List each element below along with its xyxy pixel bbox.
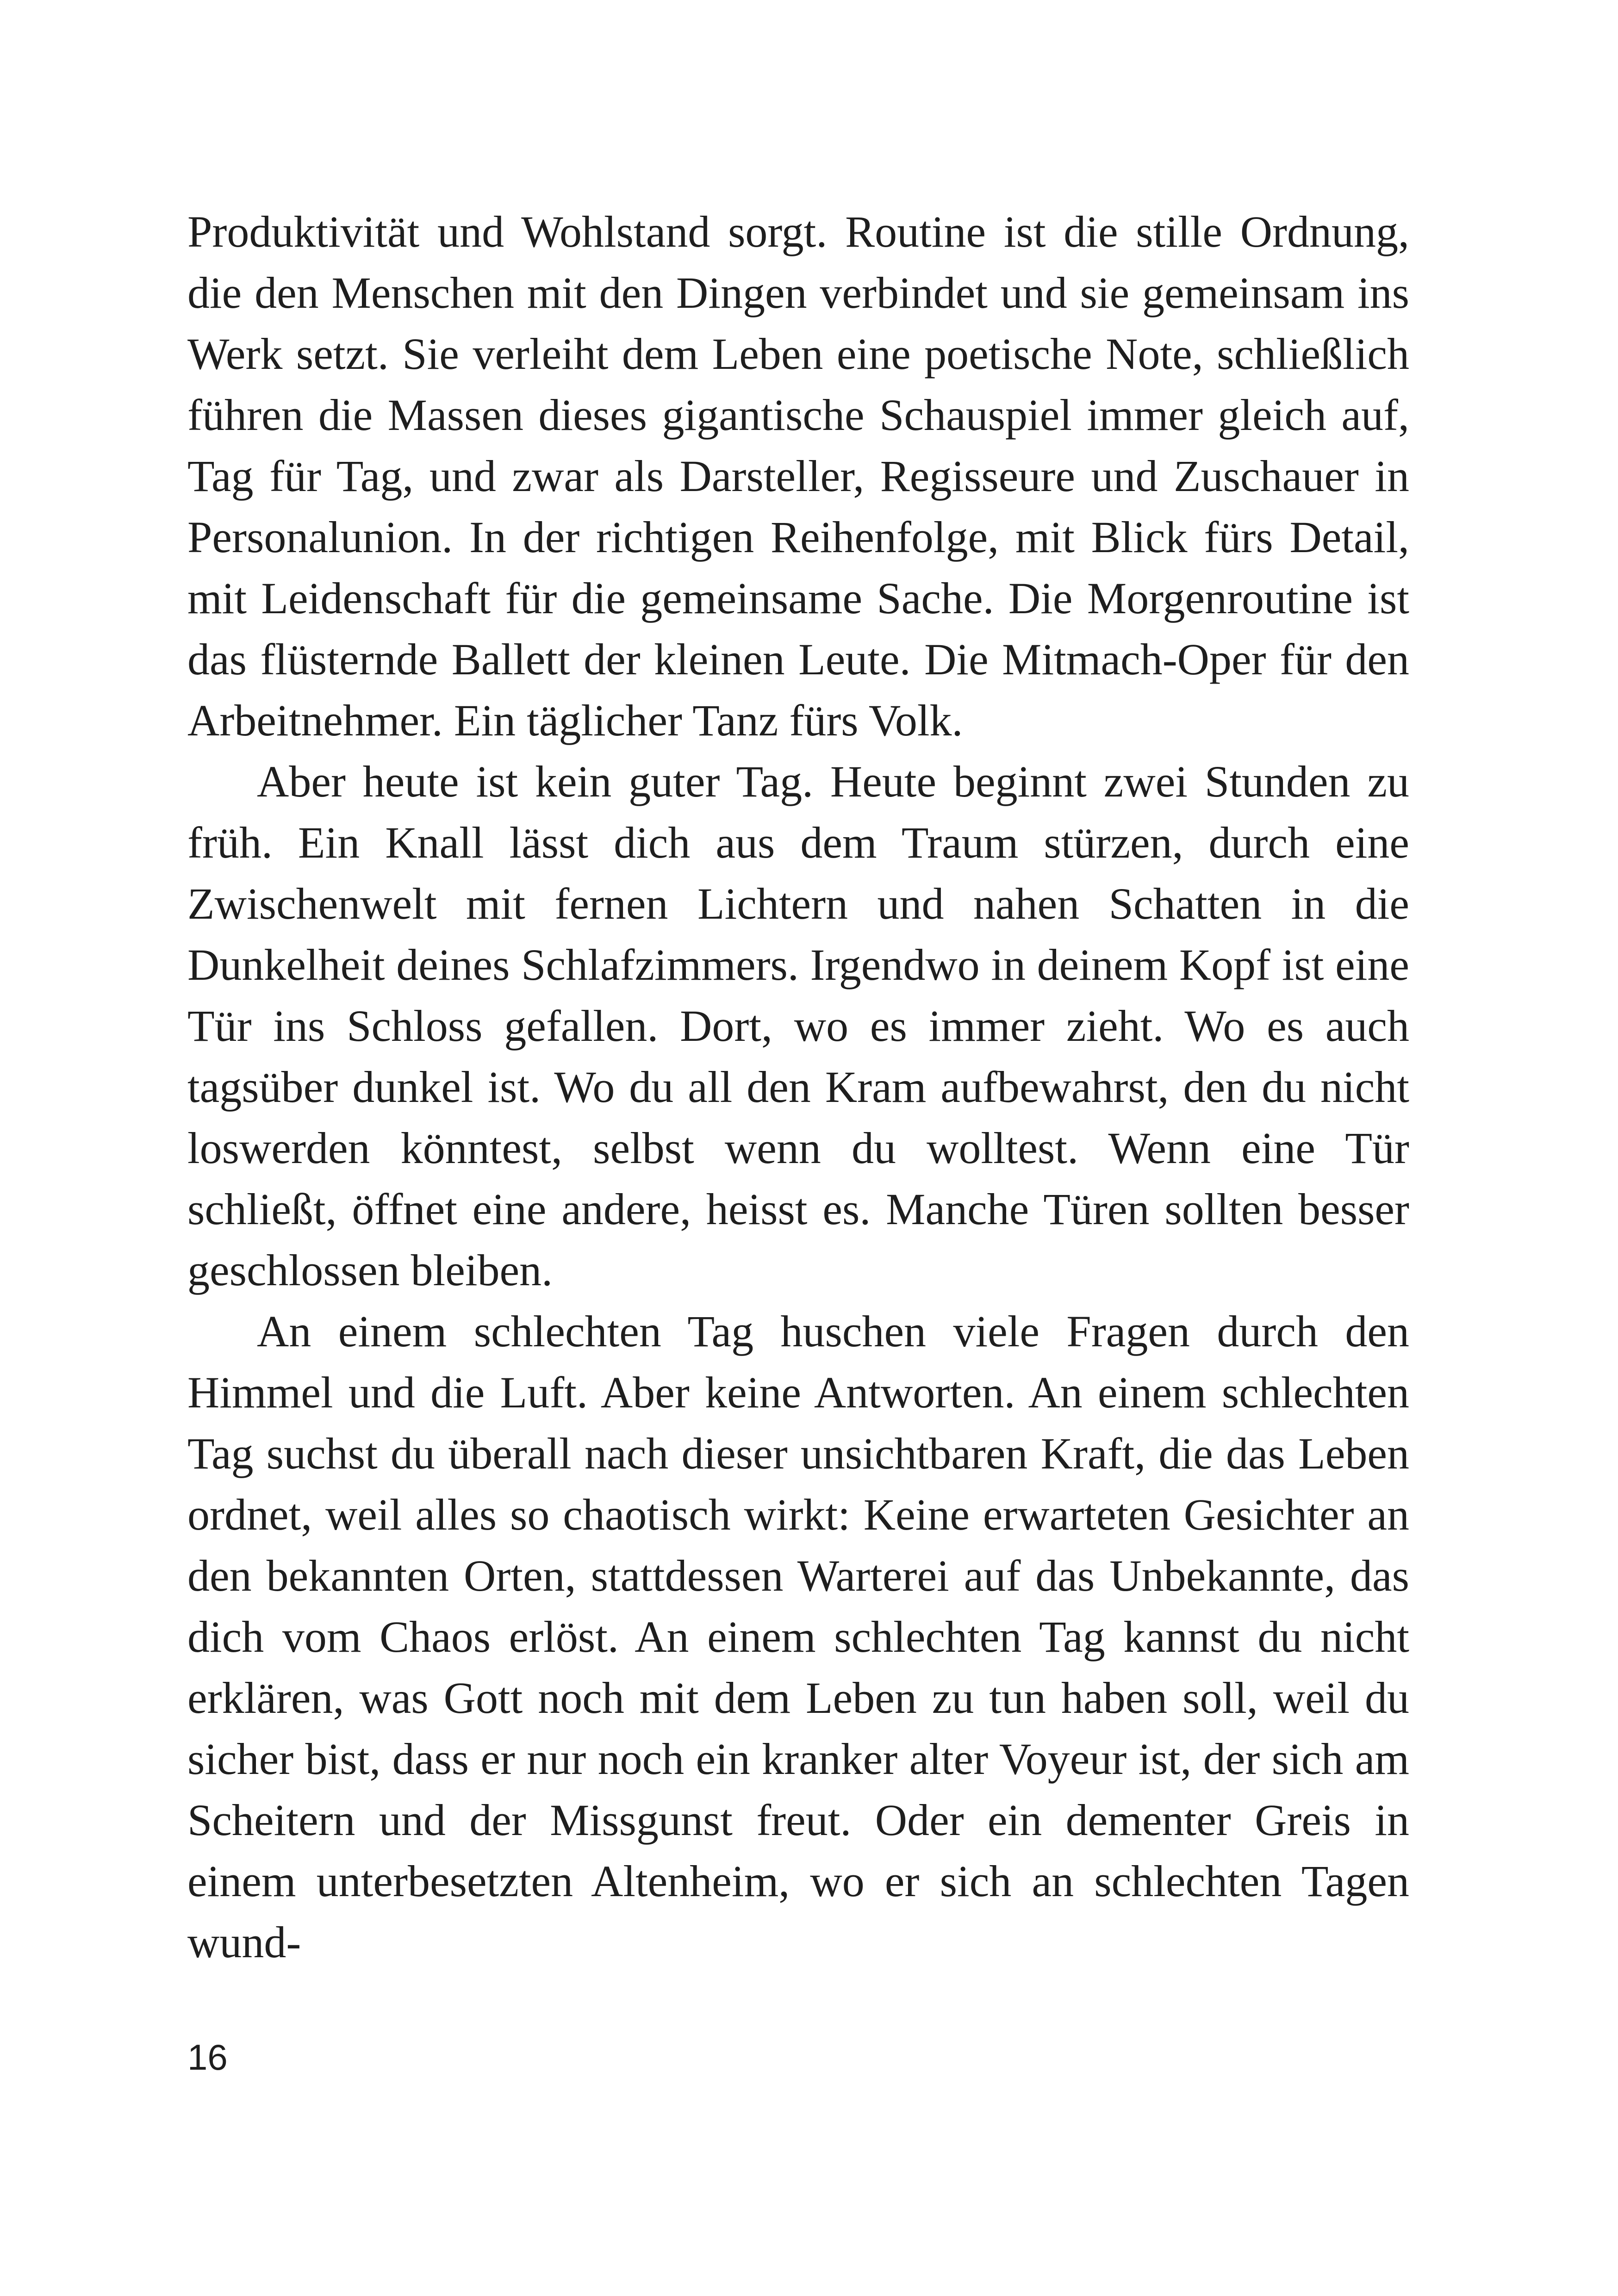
page-number: 16 [187,2037,228,2078]
paragraph-3: An einem schlechten Tag huschen viele Fragen durch den Himmel und die Luft. Aber keine Antworten. An einem schlechten Tag suchst du überall nach dieser unsichtbaren Kraft, die das Leben ordnet, weil alles so chaotisch wirkt: Keine erwarteten Gesichter an den bekannten Orten, stattdessen Warterei auf das Unbekannte, das dich vom Chaos erlöst. An einem schlechten Tag kannst du nicht erklären, was Gott noch mit dem Leben zu tun haben soll, weil du sicher bist, dass er nur noch ein kranker alter Voyeur ist, der sich am Scheitern und der Missgunst freut. Oder ein dementer Greis in einem unterbesetzten Altenheim, wo er sich an schlechten Tagen wund- [187,1307,1409,1967]
body-text [187,201,1409,1973]
paragraph-1: Produktivität und Wohlstand sorgt. Routine ist die stille Ordnung, die den Menschen mit den Dingen verbindet und sie gemeinsam ins Werk setzt. Sie verleiht dem Leben eine poetische Note, schließlich führen die Massen dieses gigantische Schauspiel immer gleich auf, Tag für Tag, und zwar als Darsteller, Regisseure und Zuschauer in Personalunion. In der richtigen Reihenfolge, mit Blick fürs Detail, mit Leidenschaft für die gemeinsame Sache. Die Morgenroutine ist das flüsternde Ballett der kleinen Leute. Die Mitmach-Oper für den Arbeitnehmer. Ein täglicher Tanz fürs Volk. [187,207,1409,745]
paragraph-2: Aber heute ist kein guter Tag. Heute beginnt zwei Stunden zu früh. Ein Knall lässt dich aus dem Traum stürzen, durch eine Zwischenwelt mit fernen Lichtern und nahen Schatten in die Dunkelheit deines Schlafzimmers. Irgendwo in deinem Kopf ist eine Tür ins Schloss gefallen. Dort, wo es immer zieht. Wo es auch tagsüber dunkel ist. Wo du all den Kram aufbewahrst, den du nicht loswerden könntest, selbst wenn du wolltest. Wenn eine Tür schließt, öffnet eine andere, heisst es. Manche Türen sollten besser geschlossen bleiben. [187,757,1409,1295]
